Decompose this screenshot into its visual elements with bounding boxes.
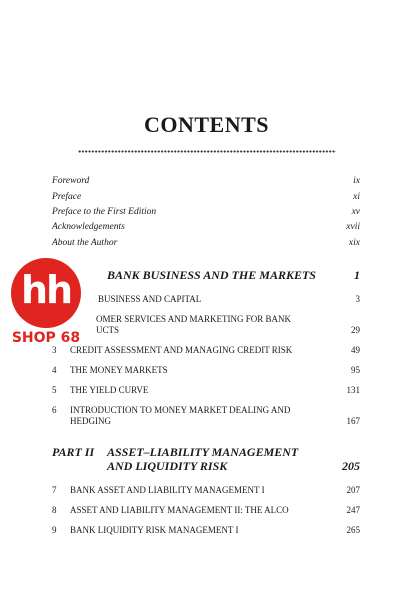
front-matter-entry[interactable] bbox=[52, 222, 360, 236]
chapter-page: 29 bbox=[351, 325, 360, 335]
chapter-number: 9 bbox=[52, 525, 57, 535]
chapter-page: 3 bbox=[355, 294, 360, 304]
chapter-page: 49 bbox=[351, 345, 360, 355]
shop-logo-watermark bbox=[6, 258, 86, 348]
chapter-number: 7 bbox=[52, 485, 57, 495]
part-page: 1 bbox=[354, 268, 360, 282]
part-title: BANK BUSINESS AND THE MARKETS bbox=[107, 268, 316, 282]
entry-page: xv bbox=[351, 207, 360, 217]
logo-text: hh bbox=[20, 268, 72, 312]
chapter-page: 265 bbox=[346, 525, 360, 535]
chapter-title-line2: HEDGING bbox=[70, 416, 111, 426]
entry-label: Preface bbox=[52, 192, 82, 202]
chapter-number: 3 bbox=[52, 345, 57, 355]
chapter-title: ASSET AND LIABILITY MANAGEMENT II: THE ALCO bbox=[70, 505, 289, 515]
entry-label: Preface to the First Edition bbox=[52, 207, 157, 217]
chapter-title: BANK ASSET AND LIABILITY MANAGEMENT I bbox=[70, 485, 265, 495]
chapter-page: 95 bbox=[351, 365, 360, 375]
chapter-title-line1: INTRODUCTION TO MONEY MARKET DEALING AND bbox=[70, 405, 291, 415]
chapter-title-line2: UCTS bbox=[96, 325, 120, 335]
part-label: PART II bbox=[52, 445, 95, 459]
chapter-page: 207 bbox=[346, 485, 360, 495]
entry-label: Acknowledgements bbox=[52, 222, 125, 232]
chapter-page: 167 bbox=[346, 416, 360, 426]
logo-shop-text: SHOP 68 bbox=[11, 330, 81, 346]
front-matter-entry[interactable] bbox=[52, 192, 360, 206]
chapter-title: THE MONEY MARKETS bbox=[70, 365, 168, 375]
front-matter-entry[interactable] bbox=[52, 238, 360, 252]
front-matter-entry[interactable] bbox=[52, 176, 360, 190]
chapter-number: 8 bbox=[52, 505, 57, 515]
chapter-title: BANK LIQUIDITY RISK MANAGEMENT I bbox=[70, 525, 239, 535]
part-title-line1: ASSET–LIABILITY MANAGEMENT bbox=[107, 445, 299, 459]
page-title: CONTENTS bbox=[143, 112, 270, 137]
chapter-number: 4 bbox=[52, 365, 57, 375]
entry-page: xix bbox=[348, 238, 360, 248]
part-page: 205 bbox=[342, 459, 360, 473]
part-title-line2: AND LIQUIDITY RISK bbox=[107, 459, 228, 473]
chapter-number: 5 bbox=[52, 385, 57, 395]
entry-label: About the Author bbox=[52, 238, 118, 248]
entry-page: ix bbox=[353, 176, 360, 186]
chapter-number: 6 bbox=[52, 405, 57, 415]
dotted-divider bbox=[78, 150, 336, 153]
entry-label: Foreword bbox=[52, 176, 90, 186]
chapter-title: THE YIELD CURVE bbox=[70, 385, 149, 395]
chapter-title-line1: OMER SERVICES AND MARKETING FOR BANK bbox=[96, 314, 292, 324]
front-matter-entry[interactable] bbox=[52, 207, 360, 221]
entry-page: xvii bbox=[346, 222, 360, 232]
chapter-title: BUSINESS AND CAPITAL bbox=[98, 294, 202, 304]
chapter-title: CREDIT ASSESSMENT AND MANAGING CREDIT RISK bbox=[70, 345, 293, 355]
entry-page: xi bbox=[353, 192, 360, 202]
chapter-page: 131 bbox=[346, 385, 360, 395]
chapter-page: 247 bbox=[346, 505, 360, 515]
